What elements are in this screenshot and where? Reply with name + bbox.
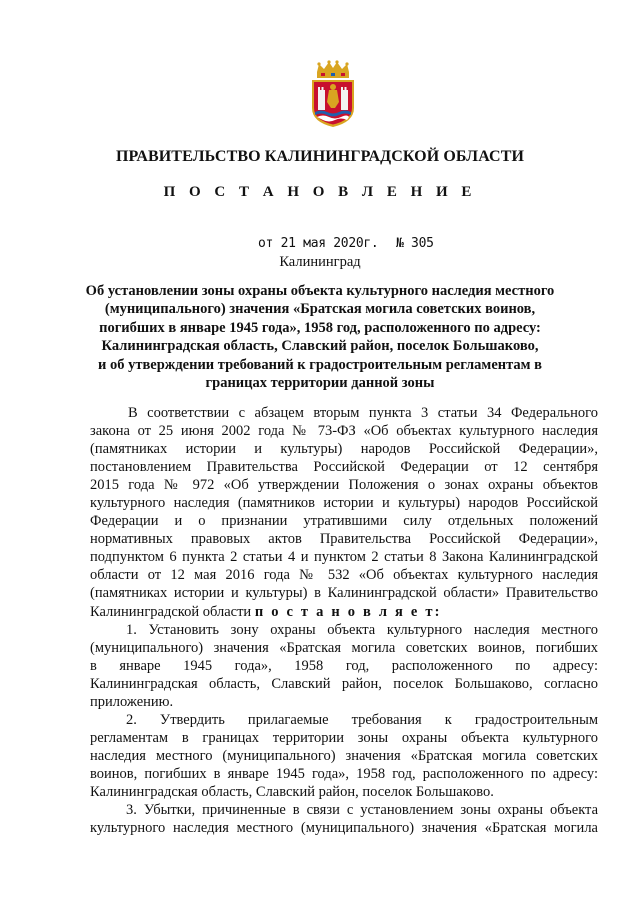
preamble-final-text: Калининградской области (90, 603, 252, 620)
item-3-line: 3. Убытки, причиненные в связи с установлением зоны охраны объекта (126, 802, 598, 819)
preamble-line: постановлением Правительства Российской Федерации от 12 сентября (90, 459, 598, 476)
item-1-line: 1. Установить зону охраны объекта культурного наследия местного (126, 621, 598, 638)
subject-line: (муниципального) значения «Братская могила советских воинов, (104, 301, 536, 318)
number-sign: № (395, 236, 404, 251)
document-body (90, 404, 598, 837)
item-2-line: наследия местного (муниципального) значения «Братская могила советских (90, 747, 598, 764)
item-2-line: 2. Утвердить прилагаемые требования к градостроительным (126, 711, 598, 728)
document-date: 21 мая 2020 (280, 236, 364, 251)
kaliningrad-coat-of-arms-icon (309, 60, 357, 128)
preamble-line: закона от 25 июня 2002 года № 73-ФЗ «Об объектах культурного наследия (90, 423, 598, 440)
item-2-line: регламентам в границах территории зоны охраны объекта культурного (90, 729, 598, 746)
subject-line: Калининградская область, Славский район, поселок Большаково, (101, 338, 539, 355)
item-1-line: (муниципального) значения «Братская могила советских воинов, погибших (90, 639, 598, 656)
preamble-line: (памятниках истории и культуры) в Калининградской области» Правительство (90, 585, 598, 602)
preamble-line: В соответствии с абзацем вторым пункта 3 статьи 34 Федерального (128, 405, 598, 421)
date-prefix: от (258, 236, 274, 251)
preamble-line: области от 12 мая 2016 года № 532 «Об объектах культурного наследия (90, 567, 598, 584)
city: Калининград (279, 254, 361, 270)
item-1-line: приложению. (90, 693, 174, 710)
resolve-word: п о с т а н о в л я е т: (254, 603, 442, 620)
subject-line: Об установлении зоны охраны объекта культурного наследия местного (85, 283, 555, 299)
document-subject (60, 282, 580, 392)
subject-line: и об утверждении требований к градостроительным регламентам в (98, 356, 542, 373)
preamble-final-line (90, 603, 598, 621)
preamble-line: 2015 года № 972 «Об утверждении Положения о зонах охраны объектов (90, 477, 598, 494)
date-number-line (258, 236, 434, 251)
year-suffix: г. (363, 236, 379, 251)
item-1-line: Калининградская область, Славский район, поселок Большаково, согласно (90, 675, 598, 692)
preamble-line: Федерации и о признании утратившими силу отдельных положений (90, 513, 598, 530)
preamble-line: подпунктом 6 пункта 2 статьи 4 и пунктом 2 статьи 8 Закона Калининградской (90, 549, 598, 566)
document-number: 305 (411, 236, 434, 251)
preamble-line: культурного наследия (памятников истории и культуры) народов Российской (90, 495, 598, 512)
preamble-line: нормативных правовых актов Правительства Российской Федерации», (90, 531, 598, 548)
document-type: П О С Т А Н О В Л Е Н И Е (163, 184, 477, 200)
item-2-line: воинов, погибших в январе 1945 года», 1958 год, расположенного по адресу: (90, 765, 598, 782)
item-1-line: в январе 1945 года», 1958 год, расположенного по адресу: (90, 657, 598, 674)
item-2-line: Калининградская область, Славский район, поселок Большаково. (90, 783, 494, 800)
subject-line: погибших в январе 1945 года», 1958 год, расположенного по адресу: (99, 319, 541, 336)
subject-line: границах территории данной зоны (205, 375, 435, 392)
item-3-line: культурного наследия местного (муниципального) значения «Братская могила (90, 820, 598, 837)
preamble-line: (памятниках истории и культуры) народов Российской Федерации», (90, 441, 598, 458)
government-title: ПРАВИТЕЛЬСТВО КАЛИНИНГРАДСКОЙ ОБЛАСТИ (115, 148, 525, 165)
